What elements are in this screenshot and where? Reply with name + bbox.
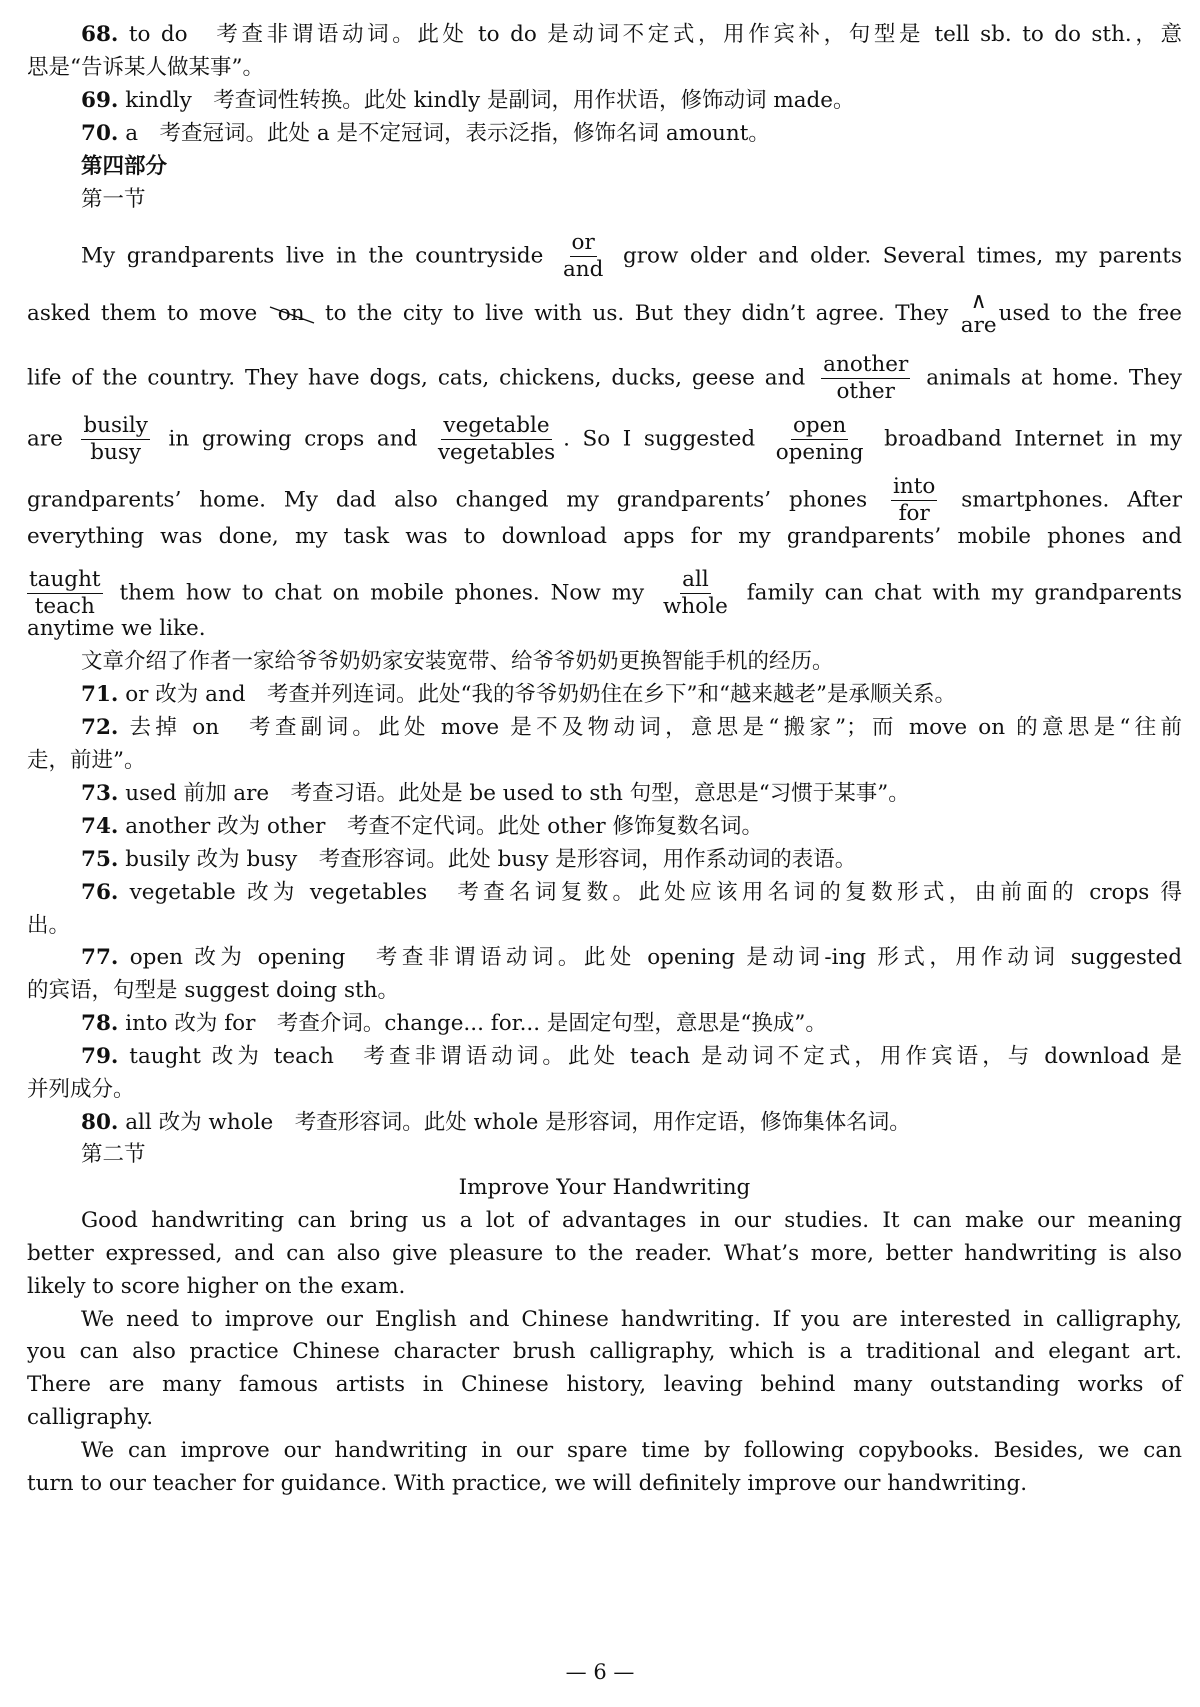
essay-title: Improve Your Handwriting (458, 1175, 751, 1200)
part4-title: 第四部分 (81, 154, 168, 179)
answer-item-77-cont: 的宾语，句型是 suggest doing sth。 (27, 978, 400, 1003)
section2-title: 第二节 (81, 1142, 146, 1167)
answer-item-76: 76. vegetable 改为 vegetables 考查名词复数。此处应该用名词的复数形式，由前面的 crops 得 (81, 880, 1182, 905)
insert-mark-icon: ∧ (970, 289, 987, 314)
answer-item-74: 74. another 改为 other 考查不定代词。此处 other 修饰复数名词。 (81, 814, 764, 839)
answer-item-73: 73. used 前加 are 考查习语。此处是 be used to sth 句型，意思是“习惯于某事”。 (81, 781, 910, 806)
passage-line-8: anytime we like. (27, 616, 206, 641)
essay-p3-line-1: We can improve our handwriting in our spare time by following copybooks. Besides, we can (81, 1438, 1182, 1463)
passage-line-5: grandparents’ home. My dad also changed my grandparents’ phones $\frac{\text{into}}{\text{for}}$ smartphones. After (27, 474, 1182, 526)
correction-73: ∧ are (960, 289, 997, 338)
answer-item-72-cont: 走，前进”。 (27, 748, 146, 773)
correction-76: $\frac{\text{vegetable}}{\text{vegetables}}$ (437, 413, 556, 465)
delete-mark-icon (268, 299, 316, 327)
answer-item-68-cont: 思是“告诉某人做某事”。 (27, 55, 264, 80)
correction-71: $\frac{or}{\text{and}}$ (562, 230, 604, 282)
passage-summary: 文章介绍了作者一家给爷爷奶奶家安装宽带、给爷爷奶奶更换智能手机的经历。 (81, 649, 834, 674)
passage-line-2: asked them to move on to the city to live with us. But they didn’t agree. They ∧ are used to the free (27, 289, 1182, 338)
answer-item-77: 77. open 改为 opening 考查非谓语动词。此处 opening 是动词-ing 形式，用作动词 suggested (81, 945, 1182, 970)
essay-p2-line-4: calligraphy. (27, 1405, 154, 1430)
answer-item-70: 70. a 考查冠词。此处 a 是不定冠词，表示泛指，修饰名词 amount。 (81, 121, 770, 146)
essay-p1-line-3: likely to score higher on the exam. (27, 1274, 406, 1299)
essay-p2-line-2: you can also practice Chinese character brush calligraphy, which is a traditional and elegant art. (27, 1339, 1182, 1364)
passage-line-7: $\frac{\text{taught}}{\text{teach}}$ them how to chat on mobile phones. Now my $\frac{\text{all}}{\text{whole}}$ family can chat with my grandparents (29, 567, 1182, 619)
essay-p1-line-1: Good handwriting can bring us a lot of advantages in our studies. It can make our meaning (81, 1208, 1182, 1233)
answer-item-75: 75. busily 改为 busy 考查形容词。此处 busy 是形容词，用作系动词的表语。 (81, 847, 857, 872)
passage-line-6: everything was done, my task was to download apps for my grandparents’ mobile phones and (27, 524, 1182, 549)
answer-item-79-cont: 并列成分。 (27, 1077, 135, 1102)
correction-78: $\frac{\text{into}}{\text{for}}$ (893, 474, 936, 526)
essay-p1-line-2: better expressed, and can also give pleasure to the reader. What’s more, better handwriting is also (27, 1241, 1182, 1266)
answer-item-80: 80. all 改为 whole 考查形容词。此处 whole 是形容词，用作定语，修饰集体名词。 (81, 1110, 911, 1135)
section1-title: 第一节 (81, 187, 146, 212)
answer-item-78: 78. into 改为 for 考查介词。change... for... 是固定句型，意思是“换成”。 (81, 1011, 827, 1036)
passage-line-1: My grandparents live in the countryside $\frac{or}{\text{and}}$ grow older and older. Several times, my parents (81, 230, 1182, 282)
page-number: — 6 — (565, 1660, 635, 1684)
essay-p2-line-1: We need to improve our English and Chinese handwriting. If you are interested in calligraphy, (81, 1307, 1182, 1332)
answer-item-69: 69. kindly 考查词性转换。此处 kindly 是副词，用作状语，修饰动词 made。 (81, 88, 855, 113)
answer-item-72: 72. 去掉 on 考查副词。此处 move 是不及物动词，意思是“搬家”；而 move on 的意思是“往前 (81, 715, 1182, 740)
answer-item-68: 68. to do 考查非谓语动词。此处 to do 是动词不定式，用作宾补，句型是 tell sb. to do sth.，意 (81, 22, 1182, 47)
passage-line-3: life of the country. They have dogs, cats, chickens, ducks, geese and $\frac{\text{another}}{\text{other}}$ animals at home. They (27, 352, 1182, 404)
answer-item-79: 79. taught 改为 teach 考查非谓语动词。此处 teach 是动词不定式，用作宾语，与 download 是 (81, 1044, 1182, 1069)
essay-p3-line-2: turn to our teacher for guidance. With practice, we will definitely improve our handwriting. (27, 1471, 1028, 1496)
correction-74: $\frac{\text{another}}{\text{other}}$ (823, 352, 909, 404)
correction-77: $\frac{\text{open}}{\text{opening}}$ (775, 413, 864, 465)
correction-75: $\frac{\text{busily}}{\text{busy}}$ (83, 413, 148, 465)
correction-79: $\frac{\text{taught}}{\text{teach}}$ (29, 567, 101, 619)
answer-item-71: 71. or 改为 and 考查并列连词。此处“我的爷爷奶奶住在乡下”和“越来越老”是承顺关系。 (81, 682, 957, 707)
correction-80: $\frac{\text{all}}{\text{whole}}$ (663, 567, 728, 619)
passage-line-4: are $\frac{\text{busily}}{\text{busy}}$ in growing crops and $\frac{\text{vegetable}}{\text{vegetables}}$ . So I suggested $\frac{\text{open}}{\text{opening}}$ broadband Internet in my (27, 413, 1182, 465)
correction-72: on (268, 297, 315, 331)
answer-item-76-cont: 出。 (27, 913, 71, 938)
essay-p2-line-3: There are many famous artists in Chinese history, leaving behind many outstanding works of (27, 1372, 1182, 1397)
